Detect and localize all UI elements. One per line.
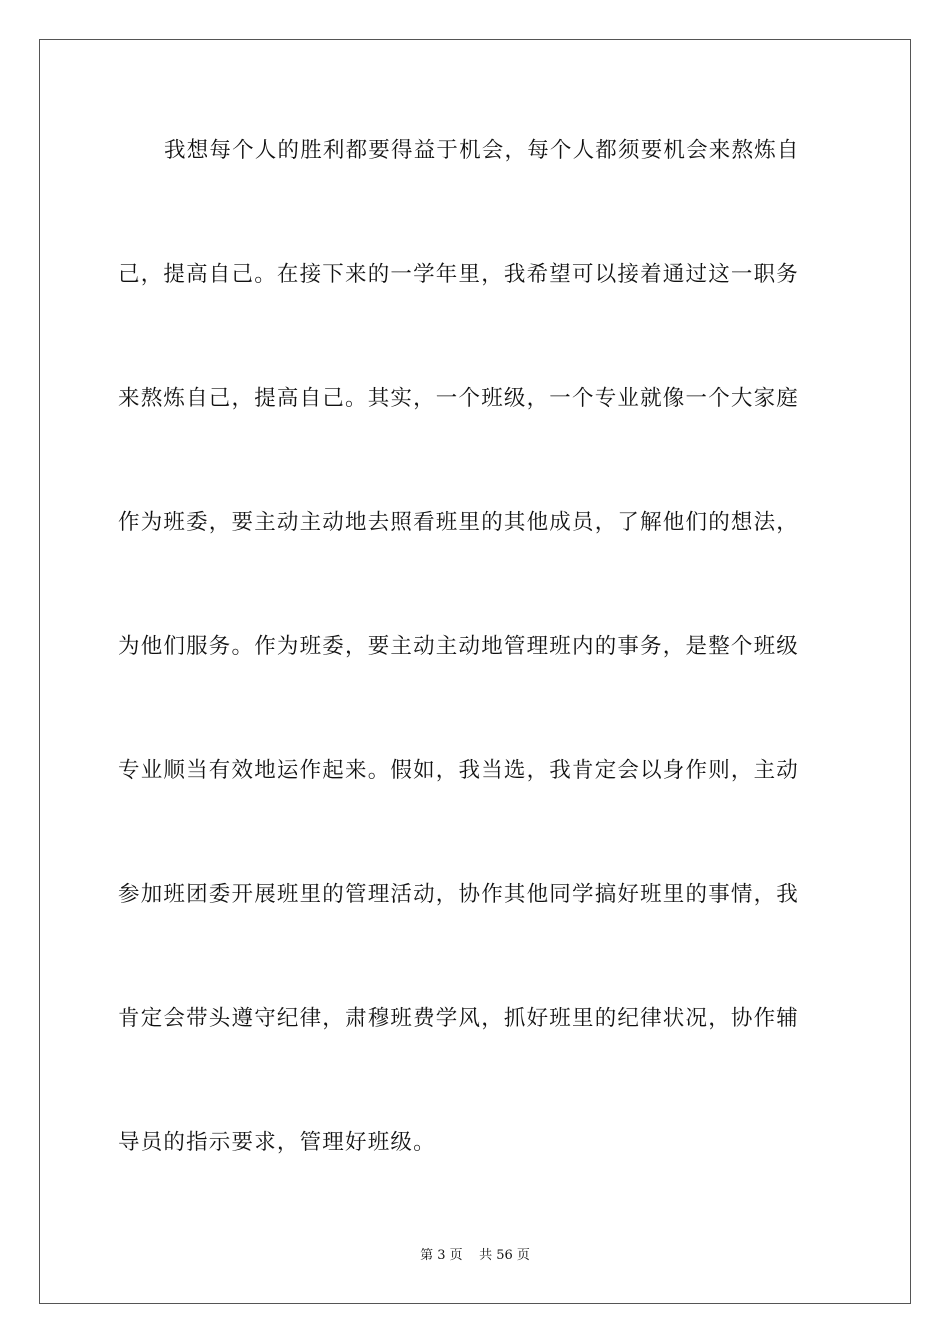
paragraph-line-7: 参加班团委开展班里的管理活动，协作其他同学搞好班里的事情，我 xyxy=(118,882,800,907)
page-number-footer: 第 3 页 共 56 页 xyxy=(420,1248,530,1263)
paragraph-line-6: 专业顺当有效地运作起来。假如，我当选，我肯定会以身作则，主动 xyxy=(118,758,800,783)
paragraph-line-3: 来熬炼自己，提高自己。其实，一个班级，一个专业就像一个大家庭 xyxy=(118,386,800,411)
page-border xyxy=(39,39,911,1304)
paragraph-line-9: 导员的指示要求，管理好班级。 xyxy=(118,1130,436,1155)
paragraph-line-2: 己，提高自己。在接下来的一学年里，我希望可以接着通过这一职务 xyxy=(118,262,800,287)
paragraph-line-4: 作为班委，要主动主动地去照看班里的其他成员，了解他们的想法， xyxy=(118,510,800,535)
paragraph-line-5: 为他们服务。作为班委，要主动主动地管理班内的事务，是整个班级 xyxy=(118,634,800,659)
paragraph-line-8: 肯定会带头遵守纪律，肃穆班费学风，抓好班里的纪律状况，协作辅 xyxy=(118,1006,800,1031)
paragraph-line-1: 我想每个人的胜利都要得益于机会，每个人都须要机会来熬炼自 xyxy=(164,138,800,163)
